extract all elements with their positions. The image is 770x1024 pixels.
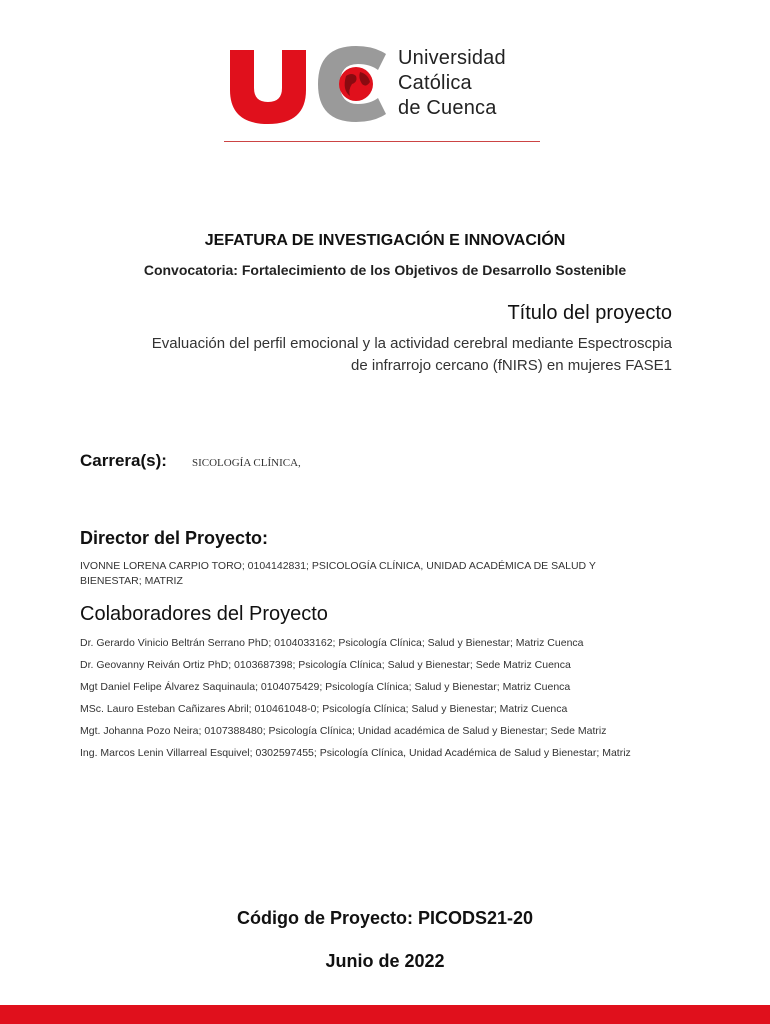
- project-title-label: Título del proyecto: [507, 302, 672, 324]
- globe-icon: [339, 67, 373, 101]
- collaborator-item: Mgt Daniel Felipe Álvarez Saquinaula; 0104075429; Psicología Clínica; Salud y Bienestar; Matriz Cuenca: [80, 681, 571, 693]
- university-name: [398, 46, 506, 121]
- collaborator-item: Ing. Marcos Lenin Villarreal Esquivel; 0302597455; Psicología Clínica, Unidad Académica de Salud y Bienestar; Matriz: [80, 747, 631, 759]
- director-details: [80, 559, 680, 589]
- project-title-line: Evaluación del perfil emocional y la actividad cerebral mediante Espectroscpia: [151, 335, 672, 352]
- collaborator-item: Dr. Gerardo Vinicio Beltrán Serrano PhD; 0104033162; Psicología Clínica; Salud y Bienestar; Matriz Cuenca: [80, 637, 584, 649]
- director-line: IVONNE LORENA CARPIO TORO; 0104142831; PSICOLOGÍA CLÍNICA, UNIDAD ACADÉMICA DE SALUD Y: [80, 560, 596, 572]
- university-name-line: Católica: [398, 72, 472, 94]
- collaborator-item: MSc. Lauro Esteban Cañizares Abril; 010461048-0; Psicología Clínica; Salud y Bienestar; Matriz Cuenca: [80, 703, 568, 715]
- department-heading: JEFATURA DE INVESTIGACIÓN E INNOVACIÓN: [204, 232, 566, 249]
- project-date: Junio de 2022: [325, 951, 445, 971]
- university-name-line: de Cuenca: [398, 97, 497, 119]
- director-line: BIENESTAR; MATRIZ: [80, 575, 183, 587]
- career-value: SICOLOGÍA CLÍNICA,: [192, 457, 301, 469]
- call-subheading: Convocatoria: Fortalecimiento de los Objetivos de Desarrollo Sostenible: [143, 262, 627, 278]
- footer-bar: [0, 1005, 770, 1024]
- logo-divider: [224, 141, 540, 142]
- project-title: [72, 333, 672, 377]
- director-label: Director del Proyecto:: [80, 528, 269, 548]
- university-name-line: Universidad: [398, 47, 506, 69]
- collaborators-label: Colaboradores del Proyecto: [80, 603, 328, 625]
- project-title-line: de infrarrojo cercano (fNIRS) en mujeres FASE1: [351, 357, 672, 374]
- collaborator-item: Mgt. Johanna Pozo Neira; 0107388480; Psicología Clínica; Unidad académica de Salud y Bienestar; Sede Matriz: [80, 725, 607, 737]
- project-code: Código de Proyecto: PICODS21-20: [236, 908, 534, 928]
- career-label: Carrera(s):: [80, 451, 167, 470]
- collaborator-item: Dr. Geovanny Reiván Ortiz PhD; 0103687398; Psicología Clínica; Salud y Bienestar; Sede Matriz Cuenca: [80, 659, 571, 671]
- torch-icon: [261, 50, 274, 92]
